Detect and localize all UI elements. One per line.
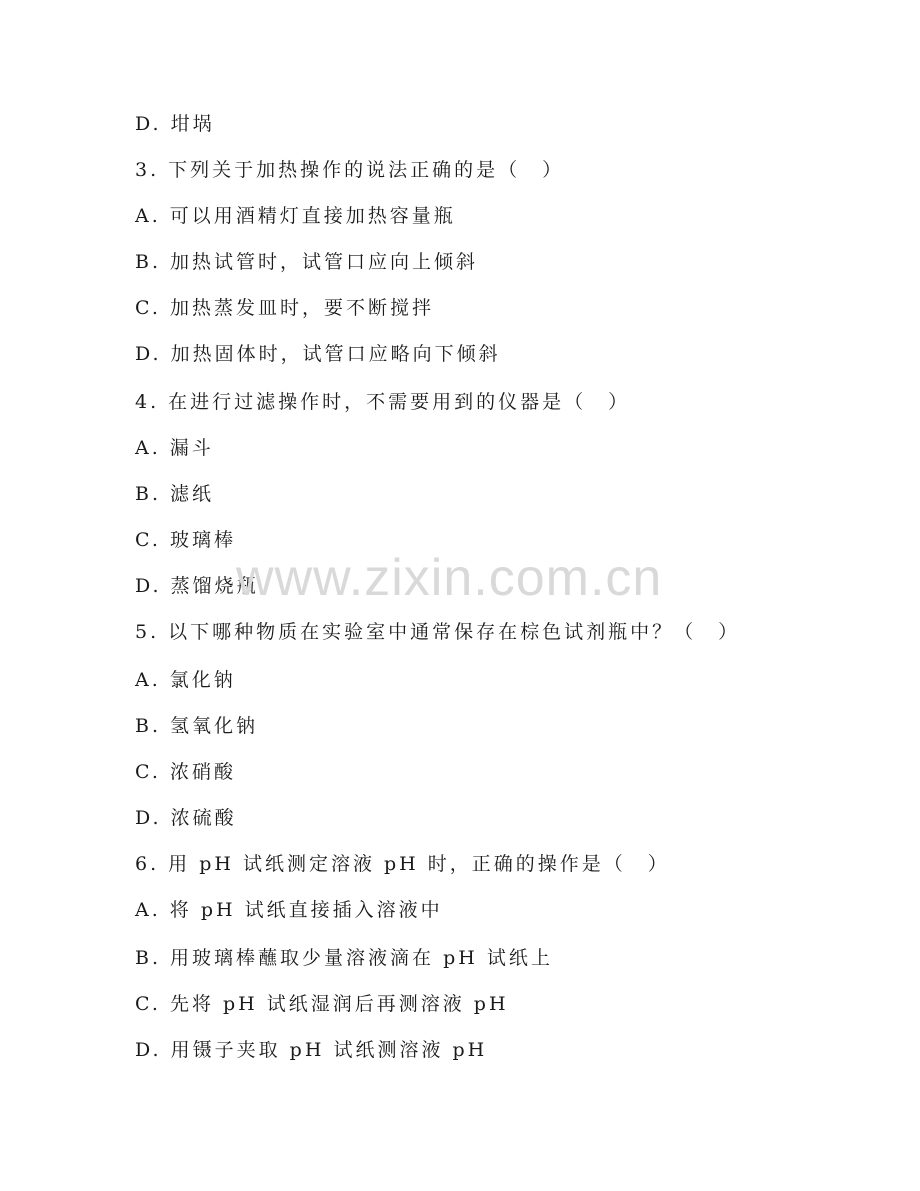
option-a-q6: A. 将 pH 试纸直接插入溶液中	[135, 899, 443, 921]
option-b-q4: B. 滤纸	[135, 483, 215, 505]
option-c-q6: C. 先将 pH 试纸湿润后再测溶液 pH	[135, 993, 509, 1015]
question-6: 6. 用 pH 试纸测定溶液 pH 时，正确的操作是（ ）	[135, 853, 670, 875]
option-c-q5: C. 浓硝酸	[135, 761, 236, 783]
option-a-q4: A. 漏斗	[135, 437, 214, 459]
option-c-q4: C. 玻璃棒	[135, 529, 236, 551]
question-4: 4. 在进行过滤操作时，不需要用到的仪器是（ ）	[135, 391, 631, 413]
watermark: www.zixin.com.cn	[236, 549, 663, 607]
option-b-q6: B. 用玻璃棒蘸取少量溶液滴在 pH 试纸上	[135, 947, 553, 969]
option-c-q3: C. 加热蒸发皿时，要不断搅拌	[135, 297, 434, 319]
question-5: 5. 以下哪种物质在实验室中通常保存在棕色试剂瓶中？（ ）	[135, 621, 741, 643]
option-b-q3: B. 加热试管时，试管口应向上倾斜	[135, 251, 479, 273]
option-d-q2: D. 坩埚	[135, 113, 215, 135]
option-d-q5: D. 浓硫酸	[135, 807, 237, 829]
option-a-q3: A. 可以用酒精灯直接加热容量瓶	[135, 205, 456, 227]
option-a-q5: A. 氯化钠	[135, 669, 236, 691]
question-3: 3. 下列关于加热操作的说法正确的是（ ）	[135, 159, 565, 181]
option-d-q3: D. 加热固体时，试管口应略向下倾斜	[135, 343, 501, 365]
option-b-q5: B. 氢氧化钠	[135, 715, 259, 737]
option-d-q6: D. 用镊子夹取 pH 试纸测溶液 pH	[135, 1039, 488, 1061]
option-d-q4: D. 蒸馏烧瓶	[135, 575, 259, 597]
